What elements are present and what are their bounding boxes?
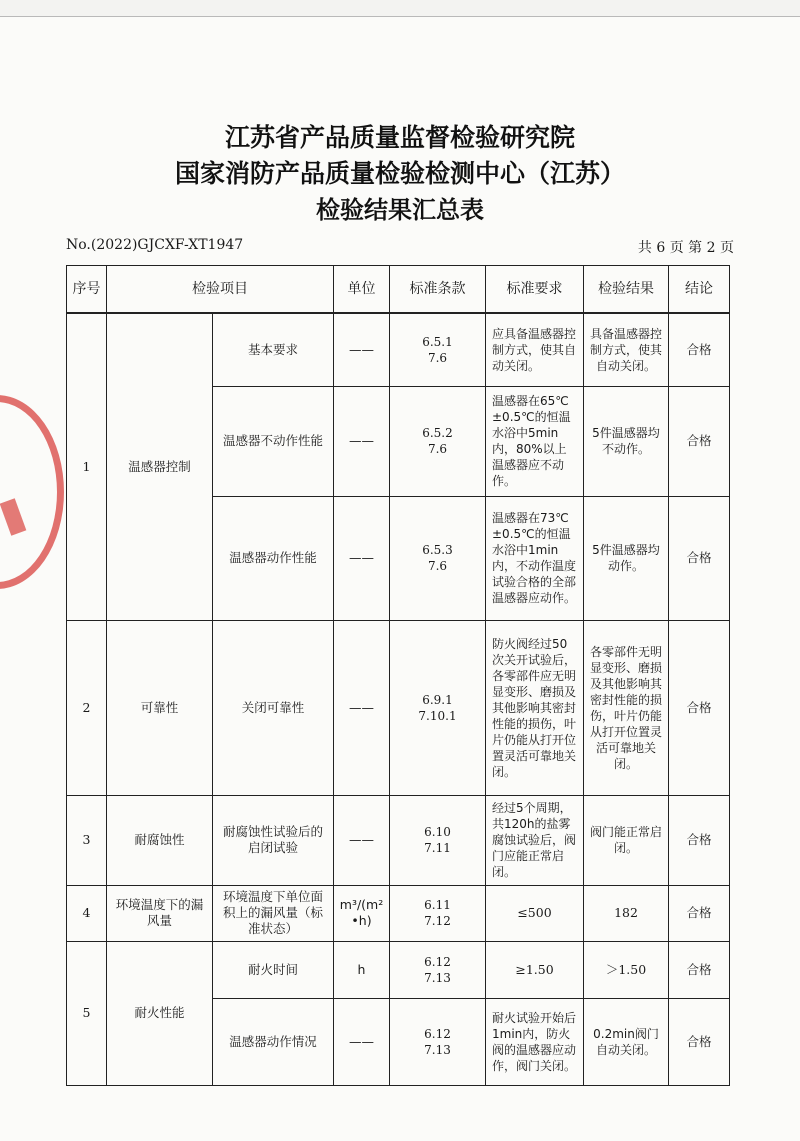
header-item: 检验项目 (107, 266, 334, 314)
result-cell: 具备温感器控制方式，使其自动关闭。 (584, 313, 669, 386)
sub-item-cell: 耐腐蚀性试验后的启闭试验 (213, 795, 334, 885)
header-result: 检验结果 (584, 266, 669, 314)
sub-item-cell: 基本要求 (213, 313, 334, 386)
category-cell: 环境温度下的漏风量 (107, 885, 213, 941)
conclusion-cell: 合格 (669, 941, 730, 998)
unit-cell: —— (334, 795, 390, 885)
seq-cell: 5 (67, 941, 107, 1085)
result-cell: 0.2min阀门自动关闭。 (584, 998, 669, 1085)
report-meta (66, 237, 734, 257)
seq-cell: 2 (67, 620, 107, 795)
category-cell: 温感器控制 (107, 313, 213, 620)
unit-cell: m³/(m²•h) (334, 885, 390, 941)
requirement-cell: 温感器在65℃±0.5℃的恒温水浴中5min内，80%以上温感器应不动作。 (486, 386, 584, 496)
report-header (0, 123, 800, 225)
table-row (67, 620, 730, 795)
result-cell: 5件温感器均不动作。 (584, 386, 669, 496)
requirement-cell: 应具备温感器控制方式，使其自动关闭。 (486, 313, 584, 386)
conclusion-cell: 合格 (669, 620, 730, 795)
header-clause: 标准条款 (390, 266, 486, 314)
conclusion-cell: 合格 (669, 795, 730, 885)
seq-cell: 4 (67, 885, 107, 941)
table-row (67, 941, 730, 998)
official-seal-fragment (0, 395, 64, 589)
table-row (67, 795, 730, 885)
unit-cell: —— (334, 620, 390, 795)
results-table (66, 265, 730, 1086)
form-title: 检验结果汇总表 (316, 196, 484, 224)
unit-cell: —— (334, 386, 390, 496)
table-row (67, 885, 730, 941)
sub-item-cell: 耐火时间 (213, 941, 334, 998)
conclusion-cell: 合格 (669, 885, 730, 941)
requirement-cell: 防火阀经过50次关开试验后，各零部件应无明显变形、磨损及其他影响其密封性能的损伤，叶片仍能从打开位置灵活可靠地关闭。 (486, 620, 584, 795)
conclusion-cell: 合格 (669, 998, 730, 1085)
unit-cell: —— (334, 998, 390, 1085)
sub-item-cell: 温感器动作性能 (213, 496, 334, 620)
table-header-row (67, 266, 730, 314)
clause-cell: 6.10 7.11 (390, 795, 486, 885)
unit-cell: —— (334, 496, 390, 620)
clause-cell: 6.5.2 7.6 (390, 386, 486, 496)
scan-edge (0, 0, 800, 17)
conclusion-cell: 合格 (669, 313, 730, 386)
result-cell: 阀门能正常启闭。 (584, 795, 669, 885)
result-cell: 各零部件无明显变形、磨损及其他影响其密封性能的损伤，叶片仍能从打开位置灵活可靠地关闭。 (584, 620, 669, 795)
requirement-cell: 耐火试验开始后1min内，防火阀的温感器应动作，阀门关闭。 (486, 998, 584, 1085)
clause-cell: 6.9.1 7.10.1 (390, 620, 486, 795)
seq-cell: 3 (67, 795, 107, 885)
sub-item-cell: 温感器不动作性能 (213, 386, 334, 496)
page-indicator: 共 6 页 第 2 页 (637, 240, 734, 256)
clause-cell: 6.5.1 7.6 (390, 313, 486, 386)
institute-name: 江苏省产品质量监督检验研究院 (224, 123, 575, 152)
result-cell: ＞1.50 (584, 941, 669, 998)
header-conclusion: 结论 (669, 266, 730, 314)
clause-cell: 6.5.3 7.6 (390, 496, 486, 620)
sub-item-cell: 温感器动作情况 (213, 998, 334, 1085)
unit-cell: —— (334, 313, 390, 386)
category-cell: 耐火性能 (107, 941, 213, 1085)
clause-cell: 6.12 7.13 (390, 941, 486, 998)
requirement-cell: ≤500 (486, 885, 584, 941)
header-unit: 单位 (334, 266, 390, 314)
result-cell: 182 (584, 885, 669, 941)
header-seq: 序号 (67, 266, 107, 314)
conclusion-cell: 合格 (669, 386, 730, 496)
unit-cell: h (334, 941, 390, 998)
document-number: No.(2022)GJCXF-XT1947 (66, 237, 244, 253)
sub-item-cell: 环境温度下单位面积上的漏风量（标准状态） (213, 885, 334, 941)
requirement-cell: ≥1.50 (486, 941, 584, 998)
clause-cell: 6.11 7.12 (390, 885, 486, 941)
result-cell: 5件温感器均动作。 (584, 496, 669, 620)
center-name: 国家消防产品质量检验检测中心（江苏） (174, 159, 625, 188)
conclusion-cell: 合格 (669, 496, 730, 620)
table-row (67, 313, 730, 386)
sub-item-cell: 关闭可靠性 (213, 620, 334, 795)
clause-cell: 6.12 7.13 (390, 998, 486, 1085)
category-cell: 耐腐蚀性 (107, 795, 213, 885)
requirement-cell: 经过5个周期，共120h的盐雾腐蚀试验后，阀门应能正常启闭。 (486, 795, 584, 885)
category-cell: 可靠性 (107, 620, 213, 795)
seq-cell: 1 (67, 313, 107, 620)
header-requirement: 标准要求 (486, 266, 584, 314)
requirement-cell: 温感器在73℃±0.5℃的恒温水浴中1min内，不动作温度试验合格的全部温感器应动作。 (486, 496, 584, 620)
